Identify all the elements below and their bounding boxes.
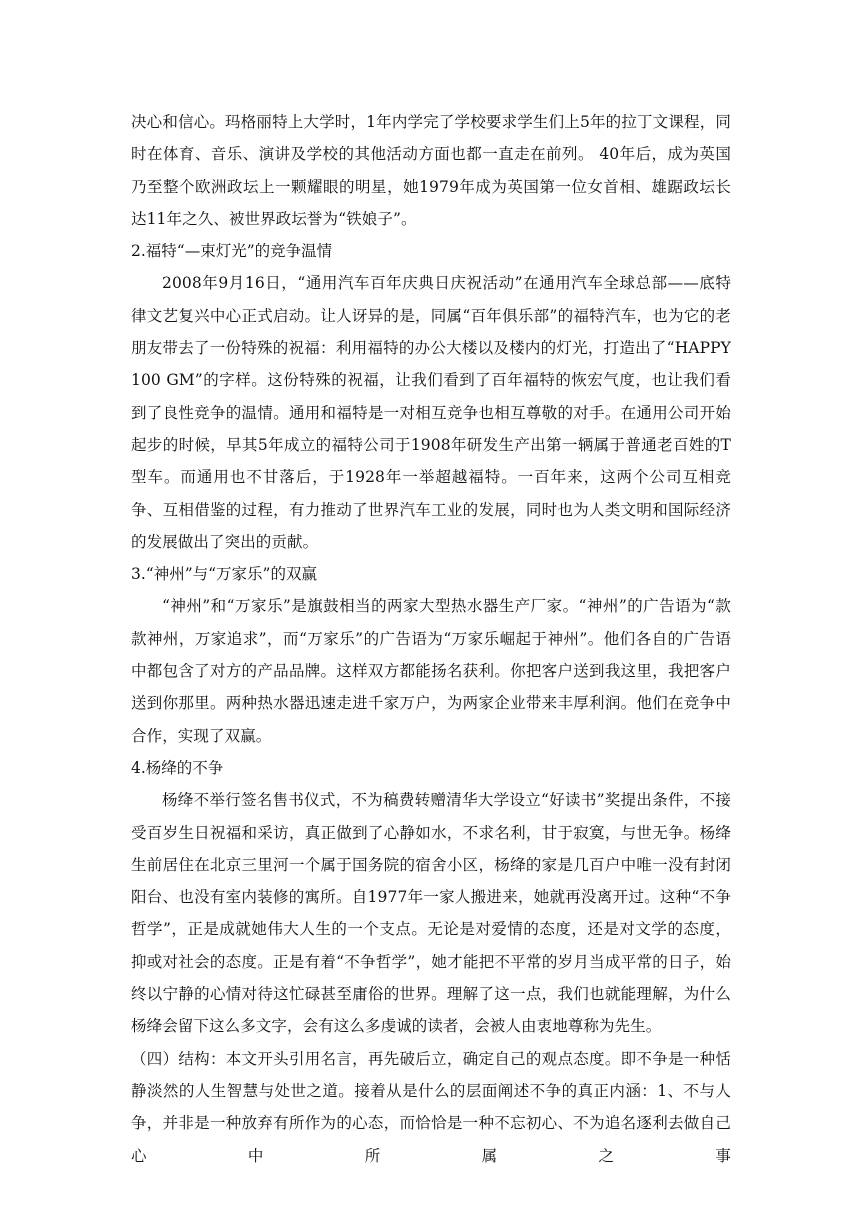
paragraph-thatcher: 决心和信心。玛格丽特上大学时，1年内学完了学校要求学生们上5年的拉丁文课程，同时在体育、音乐、演讲及学校的其他活动方面也都一直走在前列。 40年后，成为英国乃至整个欧洲政坛上一颗耀眼的明星，她1979年成为英国第一位女首相、雄踞政坛长达11年之久、被世界政坛誉为“铁娘子”。 — [131, 113, 731, 228]
paragraph-structure: （四）结构：本文开头引用名言，再先破后立，确定自己的观点态度。即不争是一种恬静淡然的人生智慧与处世之道。接着从是什么的层面阐述不争的真正内涵：1、不与人争，并非是一种放弃有所作为的心态，而恰恰是一种不忘初心、不为追名逐利去做自己心中所属之事 — [131, 1049, 731, 1165]
heading-shenzhou: 3.“神州”与“万家乐”的双赢 — [131, 565, 317, 584]
heading-ford: 2.福特“—束灯光”的竞争温情 — [131, 242, 333, 261]
heading-yangjiang: 4.杨绛的不争 — [131, 758, 224, 777]
paragraph-ford: 2008年9月16日，“通用汽车百年庆典日庆祝活动”在通用汽车全球总部——底特律文艺复兴中心正式启动。让人讶异的是，同属“百年俱乐部”的福特汽车，也为它的老朋友带去了一份特殊的祝福：利用福特的办公大楼以及楼内的灯光，打造出了“HAPPY 100 GM”的字样。这份特殊的祝福，让我们看到了百年福特的恢宏气度，也让我们看到了良性竞争的温情。通用和福特是一对相互竞争也相互尊敬的对手。在通用公司开始起步的时候，早其5年成立的福特公司于1908年研发生产出第一辆属于普通老百姓的T型车。而通用也不甘落后，于1928年一举超越福特。一百年来，这两个公司互相竞争、互相借鉴的过程，有力推动了世界汽车工业的发展，同时也为人类文明和国际经济的发展做出了突出的贡献。 — [131, 274, 731, 551]
paragraph-yangjiang: 杨绛不举行签名售书仪式，不为稿费转赠清华大学设立“好读书”奖提出条件，不接受百岁生日祝福和采访，真正做到了心静如水，不求名利，甘于寂寞，与世无争。杨绛生前居住在北京三里河一个属于国务院的宿舍小区，杨绛的家是几百户中唯一没有封闭阳台、也没有室内装修的寓所。自1977年一家人搬进来，她就再没离开过。这种“不争哲学”，正是成就她伟大人生的一个支点。无论是对爱情的态度，还是对文学的态度，抑或对社会的态度。正是有着“不争哲学”，她才能把不平常的岁月当成平常的日子，始终以宁静的心情对待这忙碌甚至庸俗的世界。理解了这一点，我们也就能理解，为什么杨绛会留下这么多文字，会有这么多虔诚的读者，会被人由衷地尊称为先生。 — [131, 791, 731, 1036]
paragraph-shenzhou: “神州”和“万家乐”是旗鼓相当的两家大型热水器生产厂家。“神州”的广告语为“款款神州，万家追求”，而“万家乐”的广告语为“万家乐崛起于神州”。他们各自的广告语中都包含了对方的产品品牌。这样双方都能扬名获利。你把客户送到我这里，我把客户送到你那里。两种热水器迅速走进千家万户，为两家企业带来丰厚利润。他们在竞争中合作，实现了双赢。 — [131, 597, 731, 745]
document-page — [131, 106, 731, 1172]
